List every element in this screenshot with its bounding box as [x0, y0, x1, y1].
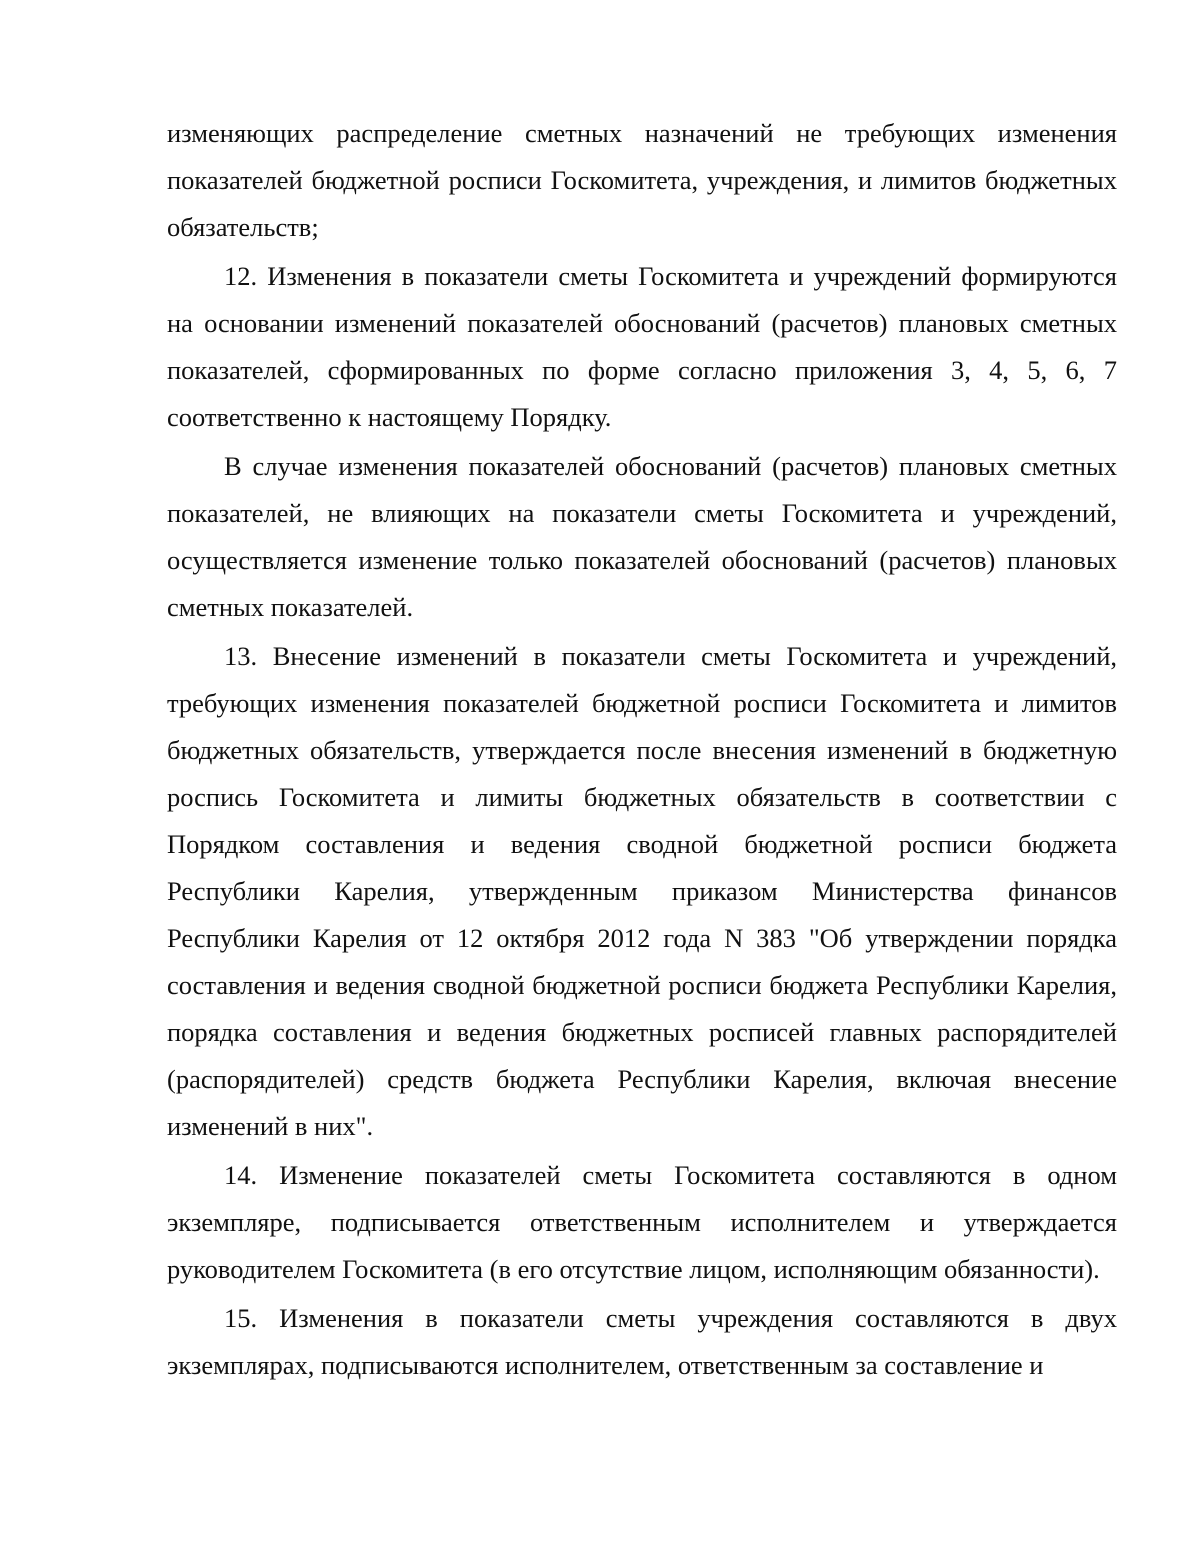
paragraph-continued: изменяющих распределение сметных назначений не требующих изменения показателей бюджетной росписи Госкомитета, учреждения, и лимитов бюджетных обязательств; [167, 118, 1117, 242]
paragraph-item-15: 15. Изменения в показатели сметы учреждения составляются в двух экземплярах, подписываются исполнителем, ответственным за составление и [167, 1303, 1117, 1380]
document-body [167, 110, 1117, 1389]
paragraph-item-14: 14. Изменение показателей сметы Госкомитета составляются в одном экземпляре, подписывается ответственным исполнителем и утверждается руководителем Госкомитета (в его отсутствие лицом, исполняющим обязанности). [167, 1160, 1117, 1284]
paragraph-item-12: 12. Изменения в показатели сметы Госкомитета и учреждений формируются на основании изменений показателей обоснований (расчетов) плановых сметных показателей, сформированных по форме согласно приложения 3, 4, 5, 6, 7 соответственно к настоящему Порядку. [167, 261, 1117, 432]
paragraph-item-12-note: В случае изменения показателей обоснований (расчетов) плановых сметных показателей, не влияющих на показатели сметы Госкомитета и учреждений, осуществляется изменение только показателей обоснований (расчетов) плановых сметных показателей. [167, 451, 1117, 622]
paragraph-item-13: 13. Внесение изменений в показатели сметы Госкомитета и учреждений, требующих изменения показателей бюджетной росписи Госкомитета и лимитов бюджетных обязательств, утверждается после внесения изменений в бюджетную роспись Госкомитета и лимиты бюджетных обязательств в соответствии с Порядком составления и ведения сводной бюджетной росписи бюджета Республики Карелия, утвержденным приказом Министерства финансов Республики Карелия от 12 октября 2012 года N 383 "Об утверждении порядка составления и ведения сводной бюджетной росписи бюджета Республики Карелия, порядка составления и ведения бюджетных росписей главных распорядителей (распорядителей) средств бюджета Республики Карелия, включая внесение изменений в них". [167, 641, 1117, 1141]
